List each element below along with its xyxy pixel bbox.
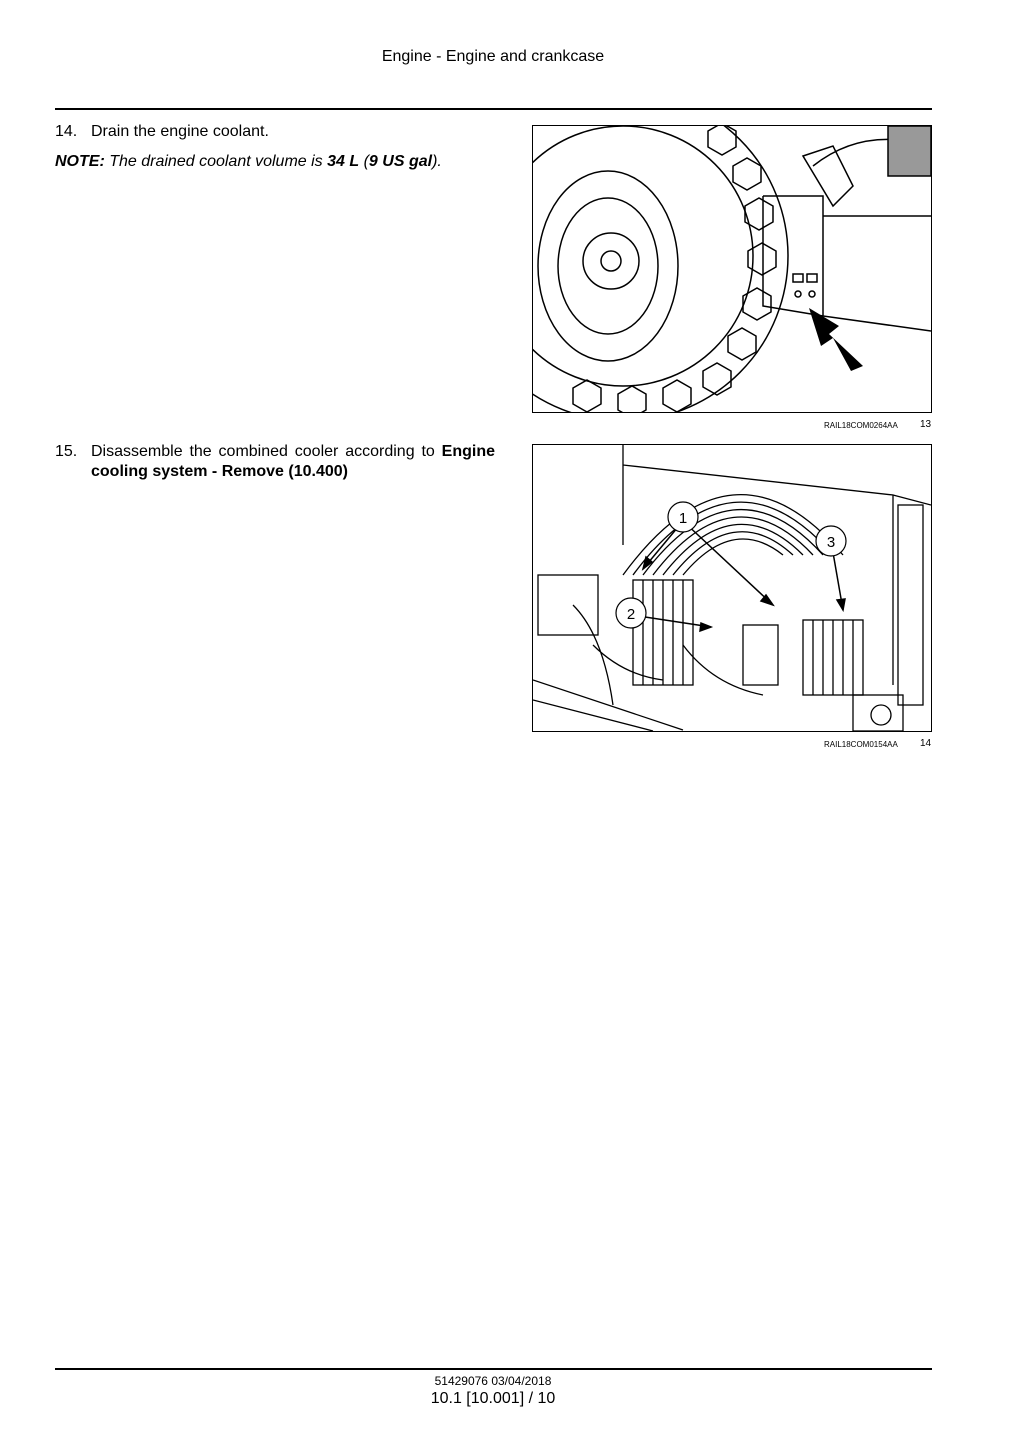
note-value-gallons: 9 US gal: [368, 153, 433, 170]
note-text-a: The drained coolant volume is: [104, 153, 328, 170]
callout-2: [616, 598, 646, 628]
note-text-b: (: [359, 153, 369, 170]
callout-3: [816, 526, 846, 556]
callout-label: 2: [626, 606, 636, 623]
footer-doc-id: 51429076 03/04/2018: [434, 1374, 552, 1388]
step-15: [55, 442, 495, 482]
step-text-reference: Engine cooling system - Remove (10.400): [91, 443, 495, 480]
figure-number: 14: [920, 738, 932, 749]
header-rule: [55, 108, 932, 110]
figure-13-drain-illustration: [532, 125, 932, 413]
step-text: [91, 442, 495, 482]
note-label: NOTE:: [55, 153, 105, 170]
step-text-plain: Disassemble the combined cooler according to: [91, 443, 442, 460]
page-header-title: Engine - Engine and crankcase: [381, 48, 605, 65]
footer-page-number: 10.1 [10.001] / 10: [430, 1390, 556, 1407]
step-number: 15.: [55, 443, 78, 460]
wheel-drain-drawing: [533, 126, 931, 412]
step-text: Drain the engine coolant.: [91, 123, 269, 140]
footer-rule: [55, 1368, 932, 1370]
figure-caption: RAIL18COM0264AA: [824, 421, 898, 430]
note: [55, 153, 442, 171]
figure-number: 13: [920, 419, 932, 430]
note-value-liters: 34 L: [327, 153, 360, 170]
callout-label: 3: [826, 534, 836, 551]
note-text-c: ).: [432, 153, 442, 170]
cooler-drawing: [533, 445, 931, 731]
callout-1: [668, 502, 698, 532]
step-number: 14.: [55, 123, 78, 140]
figure-caption: RAIL18COM0154AA: [824, 740, 898, 749]
callout-label: 1: [678, 510, 688, 527]
figure-14-cooler-illustration: [532, 444, 932, 732]
step-14: [55, 122, 495, 142]
